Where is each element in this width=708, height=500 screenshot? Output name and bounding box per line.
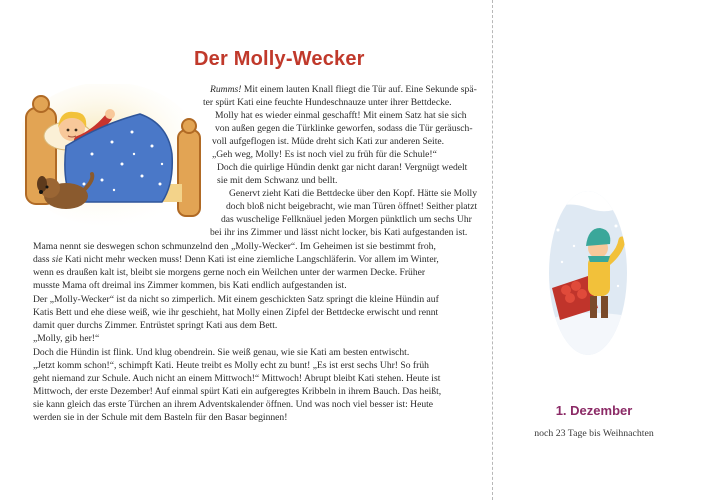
story-line: von außen gegen die Türklinke geworfen, sodass die Tür geräusch- [215,123,473,134]
story-line: „Geh weg, Molly! Es ist noch viel zu früh für die Schule!“ [212,149,437,160]
story-line: Der „Molly-Wecker“ ist da nicht so zimperlich. Mit einem geschickten Satz springt die kleine Hündin auf [33,294,439,305]
story-line: sie kann gleich das erste Türchen an ihrem Adventskalender öffnen. Und was noch viel besser ist: Heute [33,399,434,410]
story-line: dass sie Kati nicht mehr wecken muss! Denn Kati ist eine ziemliche Langschläferin. Vor allem im Winter, [33,254,439,265]
story-line: doch bloß nicht beigebracht, wie man Türen öffnet! Seither platzt [226,201,478,212]
story-line: musste Mama oft dreimal ins Zimmer kommen, bis Kati endlich aufgestanden ist. [33,280,347,291]
story-line: Katis Bett und ehe diese weiß, wie ihr geschieht, hat Molly einen Zipfel der Bettdecke erwischt und rennt [33,307,439,318]
calendar-date: 1. Dezember [555,403,633,418]
countdown-text: noch 23 Tage bis Weihnachten [534,428,654,439]
story-line: das wuschelige Fellknäuel jeden Morgen pünktlich um sechs Uhr [221,214,472,225]
story-line: sie mit dem Schwanz und bellt. [217,175,338,186]
story-line: damit quer durchs Zimmer. Entrüstet springt Kati aus dem Bett. [33,320,278,331]
story-line: Mama nennt sie deswegen schon schmunzelnd den „Molly-Wecker“. Im Geheimen ist sie bestimmt froh, [33,241,436,252]
story-line: voll aufgeflogen ist. Müde dreht sich Kati zur anderen Seite. [212,136,445,147]
winter-illustration [548,190,628,356]
story-title: Der Molly-Wecker [194,48,365,70]
story-line: geht niemand zur Schule. Auch nicht an einem Mittwoch!“ Mittwoch! Abrupt bleibt Kati stehen. Heute ist [33,373,441,384]
story-line: Rumms! Mit einem lauten Knall fliegt die Tür auf. Eine Sekunde spä- [210,84,477,95]
story-line: „Jetzt komm schon!“, schimpft Kati. Heute treibt es Molly echt zu bunt! „Es ist erst sechs Uhr! So früh [33,360,429,371]
story-line: „Molly, gib her!“ [33,333,100,344]
story-line: Molly hat es wieder einmal geschafft! Mit einem Satz hat sie sich [215,110,467,121]
story-line: Doch die Hündin ist flink. Und klug obendrein. Sie weiß genau, wie sie Kati am besten entwischt. [33,347,410,358]
story-line: Doch die quirlige Hündin denkt gar nicht daran! Vergnügt wedelt [217,162,468,173]
story-line: werden sie in der Schule mit dem Basteln für den Basar beginnen! [33,412,288,423]
story-line: bei ihr ins Zimmer und lässt nicht locker, bis Kati aufgestanden ist. [210,227,468,238]
story-line: Mittwoch, der erste Dezember! Auf einmal spürt Kati ein aufgeregtes Kribbeln in ihrem Bauch. Das heißt, [33,386,442,397]
story-line: ter spürt Kati eine feuchte Hundeschnauze unter ihrer Bettdecke. [203,97,452,108]
story-line: Genervt zieht Kati die Bettdecke über den Kopf. Hätte sie Molly [229,188,478,199]
story-line: wenn es draußen kalt ist, bleibt sie morgens gerne noch ein Weilchen unter der warmen Decke. Früher [33,267,426,278]
page-divider [492,0,493,500]
bed-illustration [22,84,210,234]
